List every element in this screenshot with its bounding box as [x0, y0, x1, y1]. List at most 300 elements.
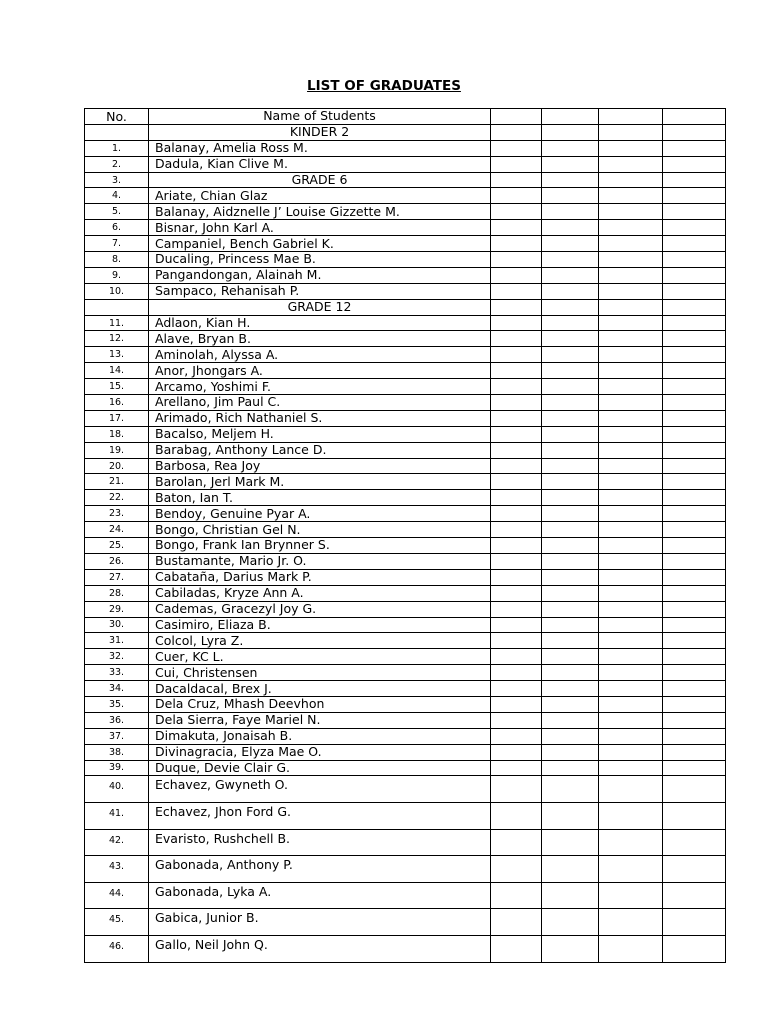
blank-cell-4: [663, 220, 726, 236]
student-name: Divinagracia, Elyza Mae O.: [149, 744, 491, 760]
table-row: [85, 829, 726, 856]
blank-cell-3: [599, 347, 663, 363]
blank-cell-1: [491, 856, 542, 883]
blank-cell-3: [599, 490, 663, 506]
graduates-table: [84, 108, 726, 963]
blank-cell-2: [542, 633, 599, 649]
blank-cell-3: [599, 633, 663, 649]
blank-cell-1: [491, 935, 542, 962]
section-label: GRADE 6: [149, 172, 491, 188]
section-row: [85, 172, 726, 188]
table-row: [85, 882, 726, 909]
blank-cell-1: [491, 744, 542, 760]
student-name: Arcamo, Yoshimi F.: [149, 379, 491, 395]
row-number: 36.: [85, 712, 149, 728]
student-name: Sampaco, Rehanisah P.: [149, 283, 491, 299]
blank-cell-3: [599, 553, 663, 569]
blank-cell-4: [663, 569, 726, 585]
table-row: [85, 204, 726, 220]
blank-cell-1: [491, 585, 542, 601]
blank-cell-1: [491, 283, 542, 299]
blank-cell-4: [663, 585, 726, 601]
row-number: 10.: [85, 283, 149, 299]
student-name: Barolan, Jerl Mark M.: [149, 474, 491, 490]
blank-cell-3: [599, 156, 663, 172]
blank-cell-2: [542, 909, 599, 936]
table-body: [85, 124, 726, 962]
blank-cell-2: [542, 283, 599, 299]
student-name: Bacalso, Meljem H.: [149, 426, 491, 442]
blank-cell-3: [599, 506, 663, 522]
blank-cell-1: [491, 553, 542, 569]
table-row: [85, 760, 726, 776]
blank-cell-4: [663, 363, 726, 379]
blank-cell-2: [542, 935, 599, 962]
blank-cell-4: [663, 696, 726, 712]
table-row: [85, 585, 726, 601]
blank-cell-4: [663, 458, 726, 474]
student-name: Alave, Bryan B.: [149, 331, 491, 347]
header-blank-col-3: [599, 109, 663, 125]
student-name: Casimiro, Eliaza B.: [149, 617, 491, 633]
blank-cell-1: [491, 728, 542, 744]
row-number: 5.: [85, 204, 149, 220]
blank-cell-1: [491, 909, 542, 936]
blank-cell-3: [599, 522, 663, 538]
student-name: Cui, Christensen: [149, 665, 491, 681]
blank-cell-3: [599, 760, 663, 776]
row-number: 16.: [85, 395, 149, 411]
blank-cell-1: [491, 458, 542, 474]
row-number: 7.: [85, 236, 149, 252]
student-name: Bisnar, John Karl A.: [149, 220, 491, 236]
blank-cell-1: [491, 156, 542, 172]
row-number: 35.: [85, 696, 149, 712]
blank-cell-4: [663, 331, 726, 347]
blank-cell-4: [663, 744, 726, 760]
blank-cell-1: [491, 140, 542, 156]
row-number: 22.: [85, 490, 149, 506]
blank-cell-1: [491, 379, 542, 395]
blank-cell-3: [599, 363, 663, 379]
table-row: [85, 744, 726, 760]
blank-cell-3: [599, 442, 663, 458]
blank-cell-3: [599, 776, 663, 803]
student-name: Echavez, Gwyneth O.: [149, 776, 491, 803]
table-row: [85, 601, 726, 617]
row-number: 11.: [85, 315, 149, 331]
blank-cell-1: [491, 601, 542, 617]
student-name: Cabiladas, Kryze Ann A.: [149, 585, 491, 601]
student-name: Cabataña, Darius Mark P.: [149, 569, 491, 585]
blank-cell-2: [542, 426, 599, 442]
blank-cell-2: [542, 569, 599, 585]
row-number: 40.: [85, 776, 149, 803]
student-name: Barabag, Anthony Lance D.: [149, 442, 491, 458]
table-row: [85, 315, 726, 331]
student-name: Echavez, Jhon Ford G.: [149, 803, 491, 830]
row-number: 27.: [85, 569, 149, 585]
table-row: [85, 681, 726, 697]
blank-cell-3: [599, 681, 663, 697]
blank-cell-2: [542, 124, 599, 140]
row-number: 33.: [85, 665, 149, 681]
section-label: GRADE 12: [149, 299, 491, 315]
table-row: [85, 267, 726, 283]
row-number: 6.: [85, 220, 149, 236]
blank-cell-2: [542, 506, 599, 522]
blank-cell-3: [599, 172, 663, 188]
blank-cell-4: [663, 935, 726, 962]
blank-cell-1: [491, 506, 542, 522]
table-row: [85, 617, 726, 633]
section-label: KINDER 2: [149, 124, 491, 140]
blank-cell-2: [542, 299, 599, 315]
blank-cell-3: [599, 728, 663, 744]
row-number: 28.: [85, 585, 149, 601]
blank-cell-4: [663, 829, 726, 856]
table-row: [85, 522, 726, 538]
blank-cell-1: [491, 172, 542, 188]
student-name: Gabonada, Anthony P.: [149, 856, 491, 883]
blank-cell-4: [663, 553, 726, 569]
blank-cell-4: [663, 633, 726, 649]
blank-cell-3: [599, 220, 663, 236]
blank-cell-1: [491, 681, 542, 697]
row-number: 34.: [85, 681, 149, 697]
table-row: [85, 426, 726, 442]
blank-cell-4: [663, 665, 726, 681]
blank-cell-1: [491, 776, 542, 803]
row-number: 41.: [85, 803, 149, 830]
blank-cell-3: [599, 665, 663, 681]
blank-cell-3: [599, 267, 663, 283]
row-number: 9.: [85, 267, 149, 283]
table-header-row: [85, 109, 726, 125]
blank-cell-2: [542, 379, 599, 395]
table-row: [85, 156, 726, 172]
blank-cell-1: [491, 474, 542, 490]
blank-cell-2: [542, 252, 599, 268]
blank-cell-2: [542, 856, 599, 883]
row-number: 21.: [85, 474, 149, 490]
blank-cell-3: [599, 935, 663, 962]
student-name: Gallo, Neil John Q.: [149, 935, 491, 962]
student-name: Dimakuta, Jonaisah B.: [149, 728, 491, 744]
table-row: [85, 490, 726, 506]
student-name: Barbosa, Rea Joy: [149, 458, 491, 474]
student-name: Bongo, Frank Ian Brynner S.: [149, 538, 491, 554]
student-name: Campaniel, Bench Gabriel K.: [149, 236, 491, 252]
table-row: [85, 696, 726, 712]
blank-cell-3: [599, 829, 663, 856]
student-name: Arimado, Rich Nathaniel S.: [149, 410, 491, 426]
blank-cell-1: [491, 410, 542, 426]
blank-cell-4: [663, 728, 726, 744]
blank-cell-4: [663, 760, 726, 776]
blank-cell-2: [542, 649, 599, 665]
blank-cell-3: [599, 569, 663, 585]
blank-cell-4: [663, 252, 726, 268]
blank-cell-2: [542, 156, 599, 172]
blank-cell-1: [491, 299, 542, 315]
blank-cell-2: [542, 188, 599, 204]
table-row: [85, 649, 726, 665]
student-name: Bustamante, Mario Jr. O.: [149, 553, 491, 569]
blank-cell-3: [599, 252, 663, 268]
row-number: 12.: [85, 331, 149, 347]
blank-cell-3: [599, 882, 663, 909]
blank-cell-1: [491, 395, 542, 411]
blank-cell-4: [663, 649, 726, 665]
blank-cell-4: [663, 315, 726, 331]
student-name: Baton, Ian T.: [149, 490, 491, 506]
blank-cell-4: [663, 410, 726, 426]
blank-cell-2: [542, 395, 599, 411]
table-row: [85, 553, 726, 569]
student-name: Dadula, Kian Clive M.: [149, 156, 491, 172]
row-number: [85, 299, 149, 315]
blank-cell-2: [542, 712, 599, 728]
blank-cell-2: [542, 410, 599, 426]
blank-cell-3: [599, 744, 663, 760]
blank-cell-3: [599, 909, 663, 936]
blank-cell-3: [599, 204, 663, 220]
blank-cell-2: [542, 744, 599, 760]
blank-cell-3: [599, 538, 663, 554]
student-name: Colcol, Lyra Z.: [149, 633, 491, 649]
blank-cell-2: [542, 776, 599, 803]
blank-cell-1: [491, 188, 542, 204]
header-blank-col-1: [491, 109, 542, 125]
blank-cell-1: [491, 569, 542, 585]
blank-cell-1: [491, 649, 542, 665]
blank-cell-4: [663, 776, 726, 803]
blank-cell-2: [542, 363, 599, 379]
blank-cell-1: [491, 204, 542, 220]
student-name: Ariate, Chian Glaz: [149, 188, 491, 204]
blank-cell-4: [663, 124, 726, 140]
row-number: 19.: [85, 442, 149, 458]
blank-cell-4: [663, 236, 726, 252]
blank-cell-1: [491, 347, 542, 363]
blank-cell-1: [491, 220, 542, 236]
blank-cell-2: [542, 474, 599, 490]
table-row: [85, 935, 726, 962]
student-name: Bendoy, Genuine Pyar A.: [149, 506, 491, 522]
table-row: [85, 252, 726, 268]
blank-cell-1: [491, 696, 542, 712]
table-row: [85, 188, 726, 204]
document-title: LIST OF GRADUATES: [307, 78, 461, 94]
blank-cell-3: [599, 395, 663, 411]
blank-cell-4: [663, 299, 726, 315]
blank-cell-2: [542, 220, 599, 236]
row-number: 1.: [85, 140, 149, 156]
blank-cell-1: [491, 236, 542, 252]
row-number: 4.: [85, 188, 149, 204]
blank-cell-4: [663, 172, 726, 188]
student-name: Dela Sierra, Faye Mariel N.: [149, 712, 491, 728]
blank-cell-4: [663, 490, 726, 506]
table-row: [85, 569, 726, 585]
blank-cell-1: [491, 490, 542, 506]
blank-cell-2: [542, 681, 599, 697]
row-number: 25.: [85, 538, 149, 554]
header-blank-col-4: [663, 109, 726, 125]
blank-cell-3: [599, 585, 663, 601]
row-number: 44.: [85, 882, 149, 909]
blank-cell-1: [491, 712, 542, 728]
table-row: [85, 803, 726, 830]
blank-cell-3: [599, 124, 663, 140]
table-row: [85, 909, 726, 936]
table-row: [85, 506, 726, 522]
blank-cell-4: [663, 426, 726, 442]
blank-cell-4: [663, 617, 726, 633]
blank-cell-2: [542, 267, 599, 283]
row-number: 43.: [85, 856, 149, 883]
student-name: Cuer, KC L.: [149, 649, 491, 665]
blank-cell-2: [542, 665, 599, 681]
blank-cell-4: [663, 803, 726, 830]
blank-cell-2: [542, 315, 599, 331]
blank-cell-2: [542, 331, 599, 347]
blank-cell-3: [599, 856, 663, 883]
blank-cell-2: [542, 882, 599, 909]
table-row: [85, 665, 726, 681]
blank-cell-4: [663, 712, 726, 728]
blank-cell-3: [599, 426, 663, 442]
blank-cell-3: [599, 474, 663, 490]
blank-cell-2: [542, 172, 599, 188]
blank-cell-2: [542, 696, 599, 712]
row-number: 8.: [85, 252, 149, 268]
blank-cell-1: [491, 363, 542, 379]
blank-cell-1: [491, 124, 542, 140]
blank-cell-2: [542, 522, 599, 538]
blank-cell-3: [599, 696, 663, 712]
blank-cell-3: [599, 458, 663, 474]
blank-cell-4: [663, 395, 726, 411]
blank-cell-1: [491, 426, 542, 442]
student-name: Dacaldacal, Brex J.: [149, 681, 491, 697]
table-row: [85, 712, 726, 728]
blank-cell-1: [491, 803, 542, 830]
blank-cell-2: [542, 728, 599, 744]
blank-cell-3: [599, 601, 663, 617]
blank-cell-4: [663, 204, 726, 220]
blank-cell-2: [542, 442, 599, 458]
blank-cell-4: [663, 267, 726, 283]
table-row: [85, 442, 726, 458]
row-number: 39.: [85, 760, 149, 776]
student-name: Duque, Devie Clair G.: [149, 760, 491, 776]
row-number: 42.: [85, 829, 149, 856]
blank-cell-3: [599, 188, 663, 204]
table-row: [85, 410, 726, 426]
student-name: Cademas, Gracezyl Joy G.: [149, 601, 491, 617]
blank-cell-1: [491, 633, 542, 649]
student-name: Adlaon, Kian H.: [149, 315, 491, 331]
student-name: Balanay, Aidznelle J’ Louise Gizzette M.: [149, 204, 491, 220]
blank-cell-2: [542, 204, 599, 220]
table-row: [85, 236, 726, 252]
blank-cell-4: [663, 681, 726, 697]
student-name: Dela Cruz, Mhash Deevhon: [149, 696, 491, 712]
header-number: No.: [85, 109, 149, 125]
blank-cell-4: [663, 347, 726, 363]
row-number: 32.: [85, 649, 149, 665]
blank-cell-1: [491, 617, 542, 633]
blank-cell-3: [599, 803, 663, 830]
row-number: 31.: [85, 633, 149, 649]
blank-cell-1: [491, 315, 542, 331]
blank-cell-1: [491, 760, 542, 776]
section-row: [85, 124, 726, 140]
blank-cell-1: [491, 252, 542, 268]
table-row: [85, 776, 726, 803]
row-number: 23.: [85, 506, 149, 522]
table-row: [85, 363, 726, 379]
blank-cell-4: [663, 283, 726, 299]
table-row: [85, 395, 726, 411]
blank-cell-1: [491, 538, 542, 554]
header-student-name: Name of Students: [149, 109, 491, 125]
table-row: [85, 728, 726, 744]
blank-cell-3: [599, 315, 663, 331]
row-number: 20.: [85, 458, 149, 474]
blank-cell-4: [663, 156, 726, 172]
student-name: Ducaling, Princess Mae B.: [149, 252, 491, 268]
blank-cell-2: [542, 617, 599, 633]
blank-cell-4: [663, 506, 726, 522]
student-name: Anor, Jhongars A.: [149, 363, 491, 379]
table-row: [85, 379, 726, 395]
row-number: 17.: [85, 410, 149, 426]
section-row: [85, 299, 726, 315]
blank-cell-4: [663, 538, 726, 554]
blank-cell-1: [491, 522, 542, 538]
student-name: Evaristo, Rushchell B.: [149, 829, 491, 856]
student-name: Arellano, Jim Paul C.: [149, 395, 491, 411]
blank-cell-1: [491, 829, 542, 856]
row-number: 13.: [85, 347, 149, 363]
blank-cell-3: [599, 140, 663, 156]
row-number: 14.: [85, 363, 149, 379]
blank-cell-4: [663, 601, 726, 617]
blank-cell-2: [542, 585, 599, 601]
blank-cell-1: [491, 882, 542, 909]
blank-cell-3: [599, 410, 663, 426]
row-number: 38.: [85, 744, 149, 760]
blank-cell-1: [491, 267, 542, 283]
student-name: Bongo, Christian Gel N.: [149, 522, 491, 538]
blank-cell-2: [542, 458, 599, 474]
row-number: 15.: [85, 379, 149, 395]
header-blank-col-2: [542, 109, 599, 125]
student-name: Pangandongan, Alainah M.: [149, 267, 491, 283]
blank-cell-4: [663, 140, 726, 156]
blank-cell-3: [599, 649, 663, 665]
row-number: 3.: [85, 172, 149, 188]
row-number: [85, 124, 149, 140]
blank-cell-2: [542, 236, 599, 252]
blank-cell-4: [663, 188, 726, 204]
student-name: Gabica, Junior B.: [149, 909, 491, 936]
blank-cell-2: [542, 347, 599, 363]
student-name: Balanay, Amelia Ross M.: [149, 140, 491, 156]
